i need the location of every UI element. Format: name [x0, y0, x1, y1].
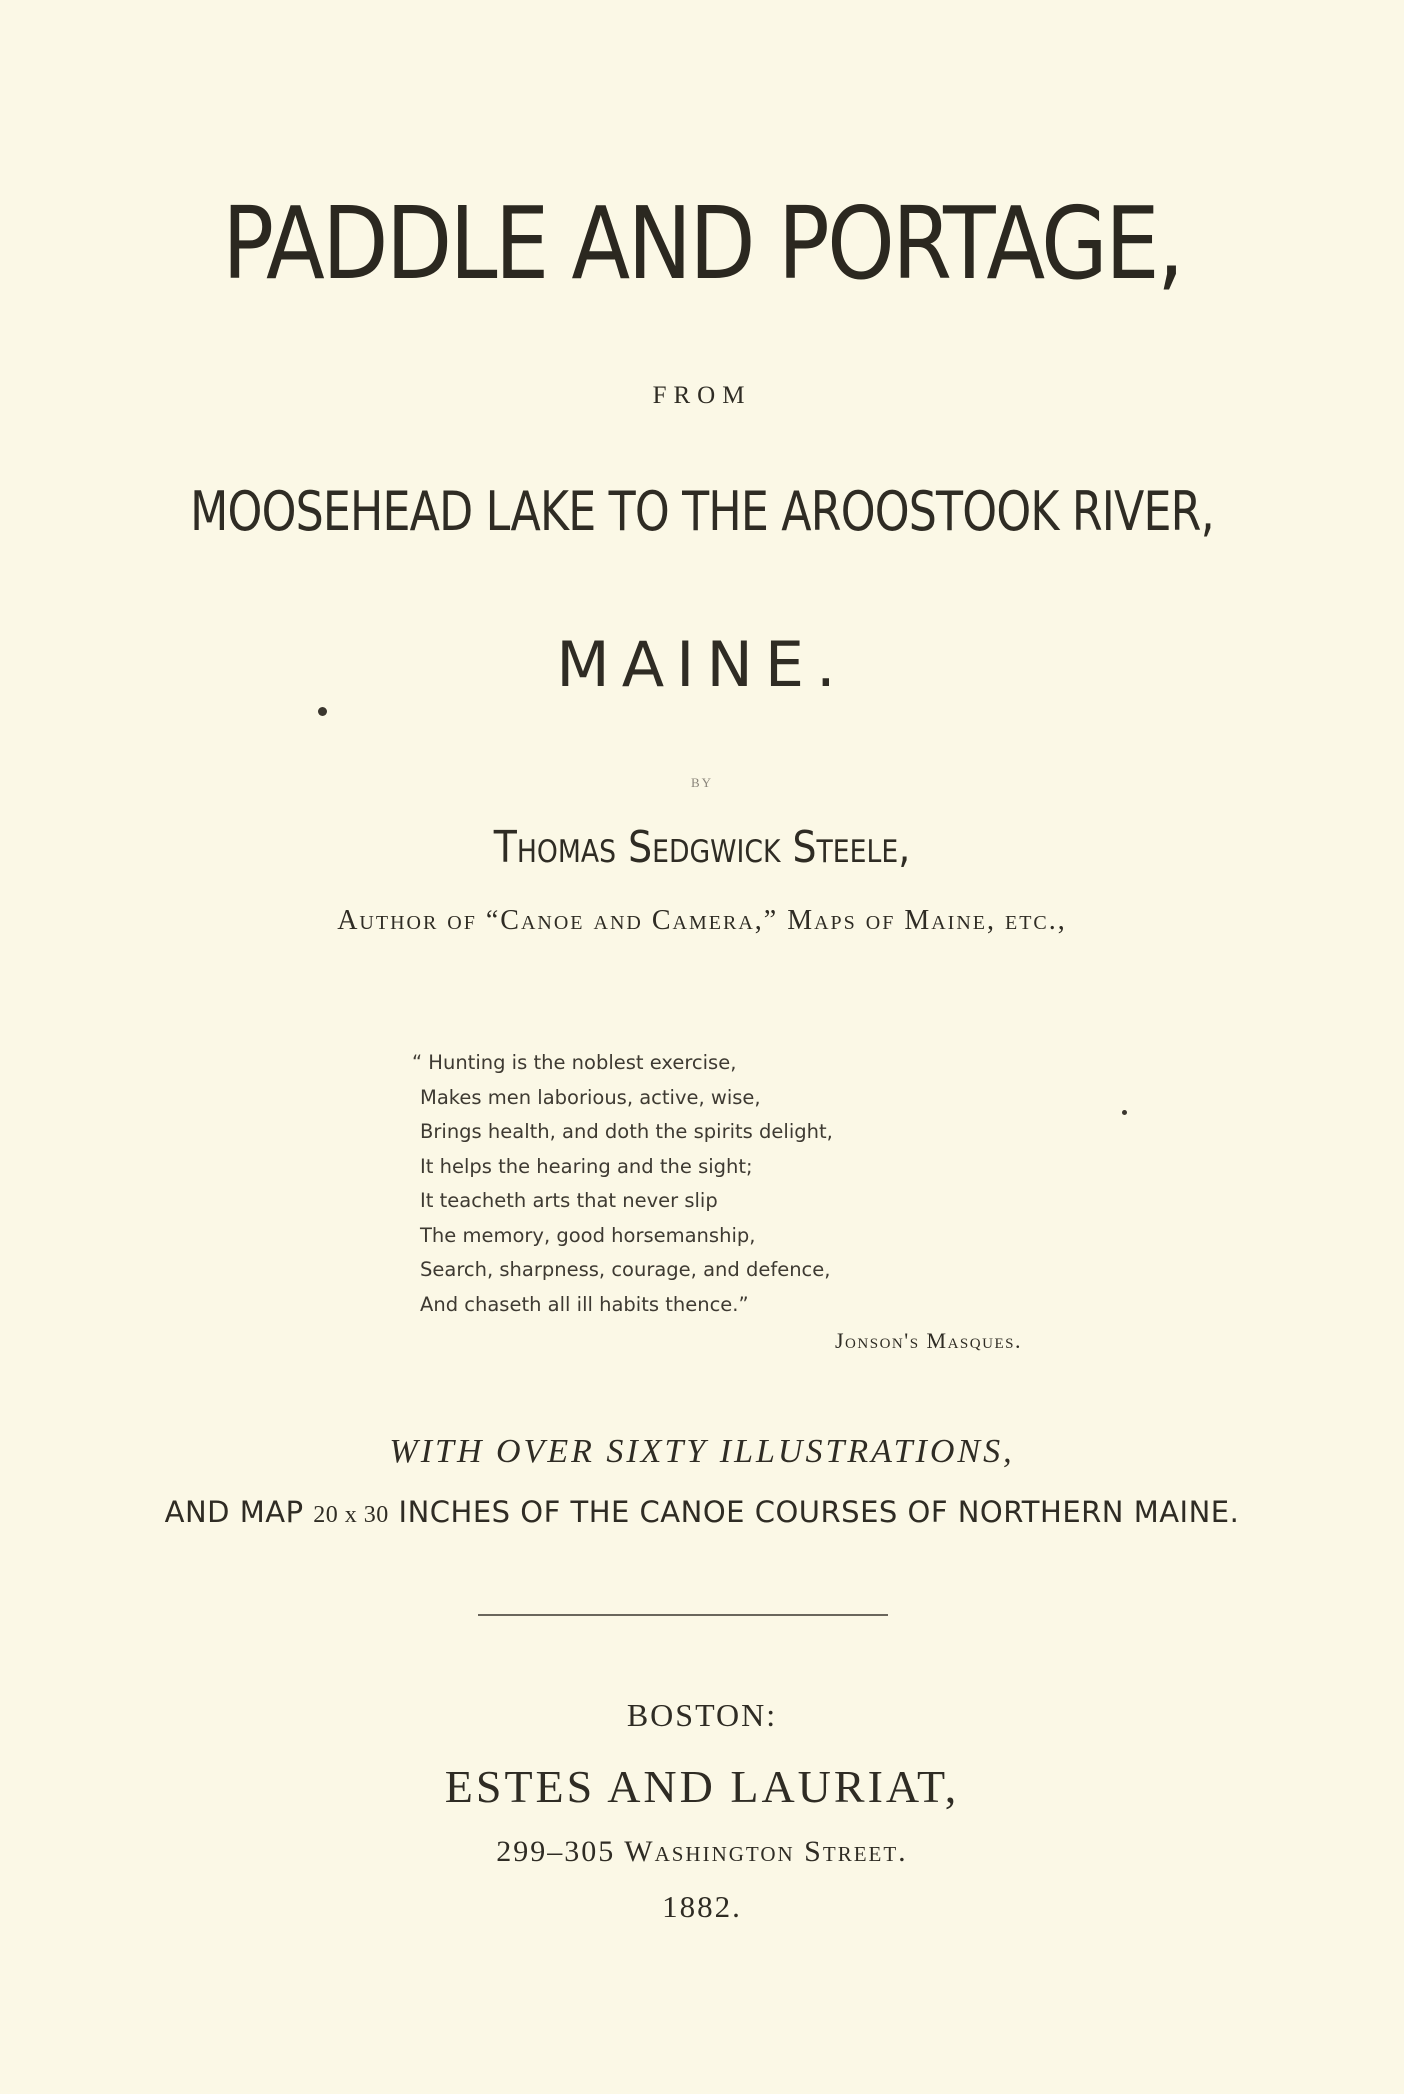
by-label: BY — [690, 775, 714, 790]
from-label: FROM — [652, 382, 752, 409]
ink-speck — [1122, 1110, 1127, 1115]
epigraph-line: Search, sharpness, courage, and defence, — [420, 1258, 831, 1281]
map-note-lead: AND MAP — [164, 1495, 304, 1529]
epigraph — [412, 1046, 1060, 1322]
epigraph-attribution: Jonson's Masques. — [835, 1328, 1022, 1353]
epigraph-line: And chaseth all ill habits thence.” — [420, 1292, 749, 1316]
epigraph-line: It helps the hearing and the sight; — [420, 1154, 753, 1178]
author-name: Thomas Sedgwick Steele, — [493, 822, 911, 873]
author-credits: Author of “Canoe and Camera,” Maps of Maine, etc., — [337, 905, 1067, 936]
epigraph-line: “ Hunting is the noblest exercise, — [412, 1051, 737, 1074]
imprint-publisher: ESTES AND LAURIAT, — [444, 1761, 960, 1812]
imprint-city: BOSTON: — [626, 1697, 778, 1733]
epigraph-line: The memory, good horsemanship, — [420, 1223, 756, 1247]
divider-rule — [478, 1614, 888, 1616]
imprint-year: 1882. — [662, 1889, 742, 1924]
map-note-rest: INCHES OF THE CANOE COURSES OF NORTHERN MAINE. — [398, 1495, 1240, 1529]
map-note — [0, 1495, 1404, 1529]
illustrations-note: WITH OVER SIXTY ILLUSTRATIONS, — [389, 1433, 1015, 1470]
route-subtitle: MOOSEHEAD LAKE TO THE AROOSTOOK RIVER, — [190, 480, 1214, 543]
map-dimensions: 20 x 30 — [313, 1502, 389, 1528]
epigraph-line: Brings health, and doth the spirits delight, — [420, 1120, 833, 1143]
state-name: MAINE. — [556, 628, 848, 701]
epigraph-line: It teacheth arts that never slip — [420, 1189, 718, 1212]
imprint-address: 299–305 Washington Street. — [496, 1835, 908, 1868]
book-title: PADDLE AND PORTAGE, — [222, 185, 1182, 302]
epigraph-line: Makes men laborious, active, wise, — [420, 1085, 761, 1109]
ink-speck — [318, 707, 327, 716]
